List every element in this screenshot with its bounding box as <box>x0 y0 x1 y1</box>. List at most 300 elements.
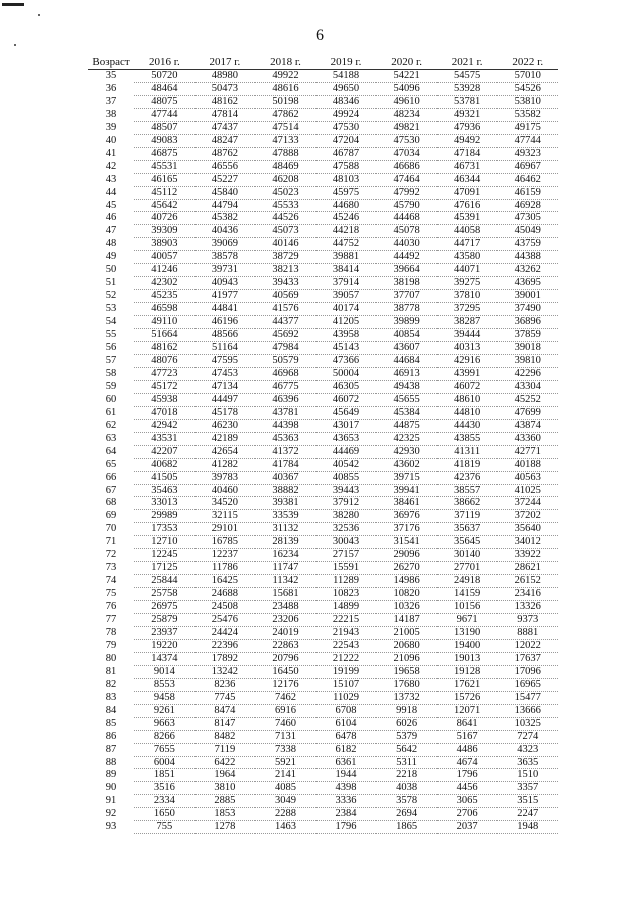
value-cell: 29989 <box>134 510 195 523</box>
value-cell: 23416 <box>497 588 558 601</box>
value-cell: 42771 <box>497 445 558 458</box>
table-row <box>88 769 558 782</box>
value-cell: 7462 <box>255 691 316 704</box>
table-row <box>88 523 558 536</box>
value-cell: 40855 <box>316 471 377 484</box>
value-cell: 33922 <box>497 549 558 562</box>
value-cell: 44468 <box>376 212 437 225</box>
value-cell: 9261 <box>134 704 195 717</box>
value-cell: 39443 <box>316 484 377 497</box>
value-cell: 35463 <box>134 484 195 497</box>
value-cell: 26270 <box>376 562 437 575</box>
value-cell: 43695 <box>497 277 558 290</box>
table-row <box>88 173 558 186</box>
age-cell: 69 <box>105 510 117 522</box>
table-row <box>88 743 558 756</box>
table-row <box>88 471 558 484</box>
value-cell: 41784 <box>255 458 316 471</box>
value-cell: 12176 <box>255 678 316 691</box>
value-cell: 47744 <box>134 108 195 121</box>
age-cell: 67 <box>105 484 117 496</box>
value-cell: 39664 <box>376 264 437 277</box>
value-cell: 38578 <box>195 251 256 264</box>
value-cell: 47514 <box>255 121 316 134</box>
table-row <box>88 342 558 355</box>
value-cell: 43607 <box>376 342 437 355</box>
age-cell: 43 <box>105 173 117 185</box>
value-cell: 43781 <box>255 406 316 419</box>
age-cell: 82 <box>105 678 117 690</box>
value-cell: 40057 <box>134 251 195 264</box>
value-cell: 49821 <box>376 121 437 134</box>
value-cell: 14187 <box>376 614 437 627</box>
table-row <box>88 264 558 277</box>
value-cell: 40726 <box>134 212 195 225</box>
value-cell: 53781 <box>437 95 498 108</box>
value-cell: 1853 <box>195 808 256 821</box>
value-cell: 19220 <box>134 639 195 652</box>
value-cell: 49650 <box>316 82 377 95</box>
value-cell: 39731 <box>195 264 256 277</box>
age-cell: 38 <box>105 108 117 120</box>
value-cell: 25758 <box>134 588 195 601</box>
value-cell: 45938 <box>134 393 195 406</box>
table-row <box>88 70 558 83</box>
age-cell: 59 <box>105 380 117 392</box>
value-cell: 3336 <box>316 795 377 808</box>
table-row <box>88 808 558 821</box>
value-cell: 48075 <box>134 95 195 108</box>
age-cell: 39 <box>105 121 117 133</box>
value-cell: 39783 <box>195 471 256 484</box>
value-cell: 45790 <box>376 199 437 212</box>
value-cell: 13242 <box>195 665 256 678</box>
value-cell: 45531 <box>134 160 195 173</box>
value-cell: 44497 <box>195 393 256 406</box>
age-cell: 45 <box>105 199 117 211</box>
table-row <box>88 562 558 575</box>
age-cell: 70 <box>105 523 117 535</box>
table-row <box>88 691 558 704</box>
value-cell: 3049 <box>255 795 316 808</box>
value-cell: 45382 <box>195 212 256 225</box>
value-cell: 45649 <box>316 406 377 419</box>
value-cell: 5379 <box>376 730 437 743</box>
table-row <box>88 795 558 808</box>
value-cell: 44717 <box>437 238 498 251</box>
value-cell: 3516 <box>134 782 195 795</box>
value-cell: 44752 <box>316 238 377 251</box>
value-cell: 36896 <box>497 316 558 329</box>
value-cell: 46787 <box>316 147 377 160</box>
value-cell: 35637 <box>437 523 498 536</box>
age-cell: 92 <box>105 808 117 820</box>
value-cell: 32536 <box>316 523 377 536</box>
value-cell: 5642 <box>376 743 437 756</box>
value-cell: 41025 <box>497 484 558 497</box>
value-cell: 47366 <box>316 354 377 367</box>
value-cell: 39275 <box>437 277 498 290</box>
value-cell: 2694 <box>376 808 437 821</box>
value-cell: 50579 <box>255 354 316 367</box>
value-cell: 39057 <box>316 290 377 303</box>
value-cell: 37859 <box>497 329 558 342</box>
value-cell: 21943 <box>316 626 377 639</box>
table-row <box>88 652 558 665</box>
age-cell: 72 <box>105 549 117 561</box>
value-cell: 38903 <box>134 238 195 251</box>
column-header: 2019 г. <box>316 55 377 70</box>
value-cell: 45227 <box>195 173 256 186</box>
value-cell: 8641 <box>437 717 498 730</box>
value-cell: 7460 <box>255 717 316 730</box>
value-cell: 37176 <box>376 523 437 536</box>
table-row <box>88 95 558 108</box>
value-cell: 22215 <box>316 614 377 627</box>
value-cell: 37119 <box>437 510 498 523</box>
value-cell: 8474 <box>195 704 256 717</box>
value-cell: 10325 <box>497 717 558 730</box>
value-cell: 40569 <box>255 290 316 303</box>
value-cell: 17096 <box>497 665 558 678</box>
value-cell: 15681 <box>255 588 316 601</box>
table-row <box>88 730 558 743</box>
table-row <box>88 704 558 717</box>
value-cell: 38461 <box>376 497 437 510</box>
value-cell: 45246 <box>316 212 377 225</box>
value-cell: 17353 <box>134 523 195 536</box>
value-cell: 47992 <box>376 186 437 199</box>
value-cell: 11342 <box>255 575 316 588</box>
value-cell: 46556 <box>195 160 256 173</box>
value-cell: 7338 <box>255 743 316 756</box>
value-cell: 28139 <box>255 536 316 549</box>
value-cell: 21005 <box>376 626 437 639</box>
value-cell: 45073 <box>255 225 316 238</box>
value-cell: 15726 <box>437 691 498 704</box>
value-cell: 48247 <box>195 134 256 147</box>
value-cell: 48162 <box>134 342 195 355</box>
age-cell: 74 <box>105 575 117 587</box>
age-cell: 54 <box>105 316 117 328</box>
value-cell: 46165 <box>134 173 195 186</box>
value-cell: 40188 <box>497 458 558 471</box>
value-cell: 10820 <box>376 588 437 601</box>
value-cell: 5921 <box>255 756 316 769</box>
value-cell: 48507 <box>134 121 195 134</box>
value-cell: 19658 <box>376 665 437 678</box>
value-cell: 54188 <box>316 70 377 83</box>
value-cell: 47616 <box>437 199 498 212</box>
age-cell: 37 <box>105 95 117 107</box>
age-cell: 86 <box>105 730 117 742</box>
value-cell: 8266 <box>134 730 195 743</box>
age-cell: 36 <box>105 82 117 94</box>
value-cell: 43304 <box>497 380 558 393</box>
value-cell: 48464 <box>134 82 195 95</box>
value-cell: 9014 <box>134 665 195 678</box>
age-cell: 49 <box>105 251 117 263</box>
value-cell: 40146 <box>255 238 316 251</box>
value-cell: 47018 <box>134 406 195 419</box>
value-cell: 1944 <box>316 769 377 782</box>
value-cell: 46731 <box>437 160 498 173</box>
value-cell: 19013 <box>437 652 498 665</box>
value-cell: 44071 <box>437 264 498 277</box>
value-cell: 12245 <box>134 549 195 562</box>
value-cell: 53582 <box>497 108 558 121</box>
age-cell: 75 <box>105 588 117 600</box>
value-cell: 46875 <box>134 147 195 160</box>
value-cell: 35640 <box>497 523 558 536</box>
value-cell: 46230 <box>195 419 256 432</box>
value-cell: 12237 <box>195 549 256 562</box>
value-cell: 5167 <box>437 730 498 743</box>
table-row <box>88 614 558 627</box>
value-cell: 40943 <box>195 277 256 290</box>
value-cell: 46208 <box>255 173 316 186</box>
value-cell: 15591 <box>316 562 377 575</box>
column-header: 2016 г. <box>134 55 195 70</box>
value-cell: 42376 <box>437 471 498 484</box>
age-cell: 55 <box>105 329 117 341</box>
table-row <box>88 225 558 238</box>
value-cell: 23206 <box>255 614 316 627</box>
table-row <box>88 536 558 549</box>
value-cell: 47588 <box>316 160 377 173</box>
value-cell: 48469 <box>255 160 316 173</box>
value-cell: 23937 <box>134 626 195 639</box>
table-row <box>88 160 558 173</box>
value-cell: 42916 <box>437 354 498 367</box>
value-cell: 47133 <box>255 134 316 147</box>
column-header: 2022 г. <box>497 55 558 70</box>
value-cell: 46196 <box>195 316 256 329</box>
value-cell: 40460 <box>195 484 256 497</box>
value-cell: 14986 <box>376 575 437 588</box>
value-cell: 46305 <box>316 380 377 393</box>
age-cell: 60 <box>105 393 117 405</box>
value-cell: 4486 <box>437 743 498 756</box>
value-cell: 45840 <box>195 186 256 199</box>
value-cell: 41576 <box>255 303 316 316</box>
value-cell: 38280 <box>316 510 377 523</box>
value-cell: 33013 <box>134 497 195 510</box>
value-cell: 31541 <box>376 536 437 549</box>
table-row <box>88 458 558 471</box>
value-cell: 1964 <box>195 769 256 782</box>
age-cell: 53 <box>105 303 117 315</box>
value-cell: 25476 <box>195 614 256 627</box>
value-cell: 6478 <box>316 730 377 743</box>
value-cell: 40436 <box>195 225 256 238</box>
value-cell: 54096 <box>376 82 437 95</box>
age-cell: 41 <box>105 147 117 159</box>
value-cell: 24508 <box>195 601 256 614</box>
value-cell: 24019 <box>255 626 316 639</box>
value-cell: 38778 <box>376 303 437 316</box>
value-cell: 1510 <box>497 769 558 782</box>
age-cell: 35 <box>105 70 117 82</box>
scan-speck <box>38 14 40 16</box>
value-cell: 43958 <box>316 329 377 342</box>
age-cell: 46 <box>105 212 117 224</box>
table-row <box>88 82 558 95</box>
age-cell: 90 <box>105 782 117 794</box>
table-row <box>88 419 558 432</box>
value-cell: 4323 <box>497 743 558 756</box>
value-cell: 34520 <box>195 497 256 510</box>
value-cell: 38662 <box>437 497 498 510</box>
value-cell: 48103 <box>316 173 377 186</box>
value-cell: 48234 <box>376 108 437 121</box>
value-cell: 2247 <box>497 808 558 821</box>
age-cell: 83 <box>105 691 117 703</box>
value-cell: 37810 <box>437 290 498 303</box>
value-cell: 2141 <box>255 769 316 782</box>
value-cell: 1796 <box>316 821 377 834</box>
age-cell: 66 <box>105 471 117 483</box>
value-cell: 44377 <box>255 316 316 329</box>
value-cell: 17621 <box>437 678 498 691</box>
value-cell: 42930 <box>376 445 437 458</box>
value-cell: 13326 <box>497 601 558 614</box>
value-cell: 38287 <box>437 316 498 329</box>
value-cell: 36976 <box>376 510 437 523</box>
value-cell: 1796 <box>437 769 498 782</box>
value-cell: 10326 <box>376 601 437 614</box>
value-cell: 49438 <box>376 380 437 393</box>
value-cell: 39069 <box>195 238 256 251</box>
value-cell: 33539 <box>255 510 316 523</box>
table-row <box>88 290 558 303</box>
value-cell: 22396 <box>195 639 256 652</box>
value-cell: 48162 <box>195 95 256 108</box>
value-cell: 24424 <box>195 626 256 639</box>
table-body <box>88 70 558 834</box>
value-cell: 40854 <box>376 329 437 342</box>
value-cell: 38729 <box>255 251 316 264</box>
value-cell: 45049 <box>497 225 558 238</box>
age-cell: 42 <box>105 160 117 172</box>
value-cell: 43017 <box>316 419 377 432</box>
value-cell: 45178 <box>195 406 256 419</box>
value-cell: 44398 <box>255 419 316 432</box>
value-cell: 16965 <box>497 678 558 691</box>
value-cell: 41977 <box>195 290 256 303</box>
value-cell: 49175 <box>497 121 558 134</box>
value-cell: 45975 <box>316 186 377 199</box>
table-row <box>88 316 558 329</box>
table-row <box>88 393 558 406</box>
value-cell: 3515 <box>497 795 558 808</box>
value-cell: 39381 <box>255 497 316 510</box>
value-cell: 13190 <box>437 626 498 639</box>
age-cell: 50 <box>105 264 117 276</box>
value-cell: 40563 <box>497 471 558 484</box>
value-cell: 46598 <box>134 303 195 316</box>
value-cell: 40367 <box>255 471 316 484</box>
value-cell: 10823 <box>316 588 377 601</box>
age-cell: 81 <box>105 665 117 677</box>
value-cell: 34012 <box>497 536 558 549</box>
age-cell: 79 <box>105 639 117 651</box>
value-cell: 11289 <box>316 575 377 588</box>
table-row <box>88 147 558 160</box>
table-row <box>88 717 558 730</box>
age-cell: 51 <box>105 277 117 289</box>
age-cell: 63 <box>105 432 117 444</box>
age-cell: 91 <box>105 795 117 807</box>
value-cell: 37244 <box>497 497 558 510</box>
value-cell: 24688 <box>195 588 256 601</box>
value-cell: 37295 <box>437 303 498 316</box>
value-cell: 6708 <box>316 704 377 717</box>
value-cell: 44526 <box>255 212 316 225</box>
value-cell: 5311 <box>376 756 437 769</box>
value-cell: 45363 <box>255 432 316 445</box>
value-cell: 4085 <box>255 782 316 795</box>
value-cell: 47437 <box>195 121 256 134</box>
value-cell: 2218 <box>376 769 437 782</box>
value-cell: 47814 <box>195 108 256 121</box>
column-header: 2020 г. <box>376 55 437 70</box>
value-cell: 24918 <box>437 575 498 588</box>
value-cell: 37912 <box>316 497 377 510</box>
age-cell: 76 <box>105 601 117 613</box>
value-cell: 43759 <box>497 238 558 251</box>
value-cell: 3578 <box>376 795 437 808</box>
value-cell: 9373 <box>497 614 558 627</box>
value-cell: 45023 <box>255 186 316 199</box>
value-cell: 42654 <box>195 445 256 458</box>
value-cell: 46159 <box>497 186 558 199</box>
value-cell: 38213 <box>255 264 316 277</box>
value-cell: 41282 <box>195 458 256 471</box>
value-cell: 4674 <box>437 756 498 769</box>
table-row <box>88 199 558 212</box>
value-cell: 47204 <box>316 134 377 147</box>
value-cell: 22543 <box>316 639 377 652</box>
value-cell: 45391 <box>437 212 498 225</box>
value-cell: 47134 <box>195 380 256 393</box>
value-cell: 43874 <box>497 419 558 432</box>
value-cell: 43991 <box>437 367 498 380</box>
table-row <box>88 277 558 290</box>
value-cell: 40682 <box>134 458 195 471</box>
value-cell: 12022 <box>497 639 558 652</box>
value-cell: 1463 <box>255 821 316 834</box>
value-cell: 49492 <box>437 134 498 147</box>
table-row <box>88 497 558 510</box>
value-cell: 50004 <box>316 367 377 380</box>
value-cell: 17125 <box>134 562 195 575</box>
value-cell: 46072 <box>316 393 377 406</box>
value-cell: 7274 <box>497 730 558 743</box>
value-cell: 37202 <box>497 510 558 523</box>
value-cell: 19199 <box>316 665 377 678</box>
value-cell: 10156 <box>437 601 498 614</box>
value-cell: 30043 <box>316 536 377 549</box>
value-cell: 47453 <box>195 367 256 380</box>
value-cell: 1865 <box>376 821 437 834</box>
table-row <box>88 678 558 691</box>
value-cell: 47984 <box>255 342 316 355</box>
value-cell: 45143 <box>316 342 377 355</box>
value-cell: 45692 <box>255 329 316 342</box>
value-cell: 51164 <box>195 342 256 355</box>
value-cell: 46462 <box>497 173 558 186</box>
